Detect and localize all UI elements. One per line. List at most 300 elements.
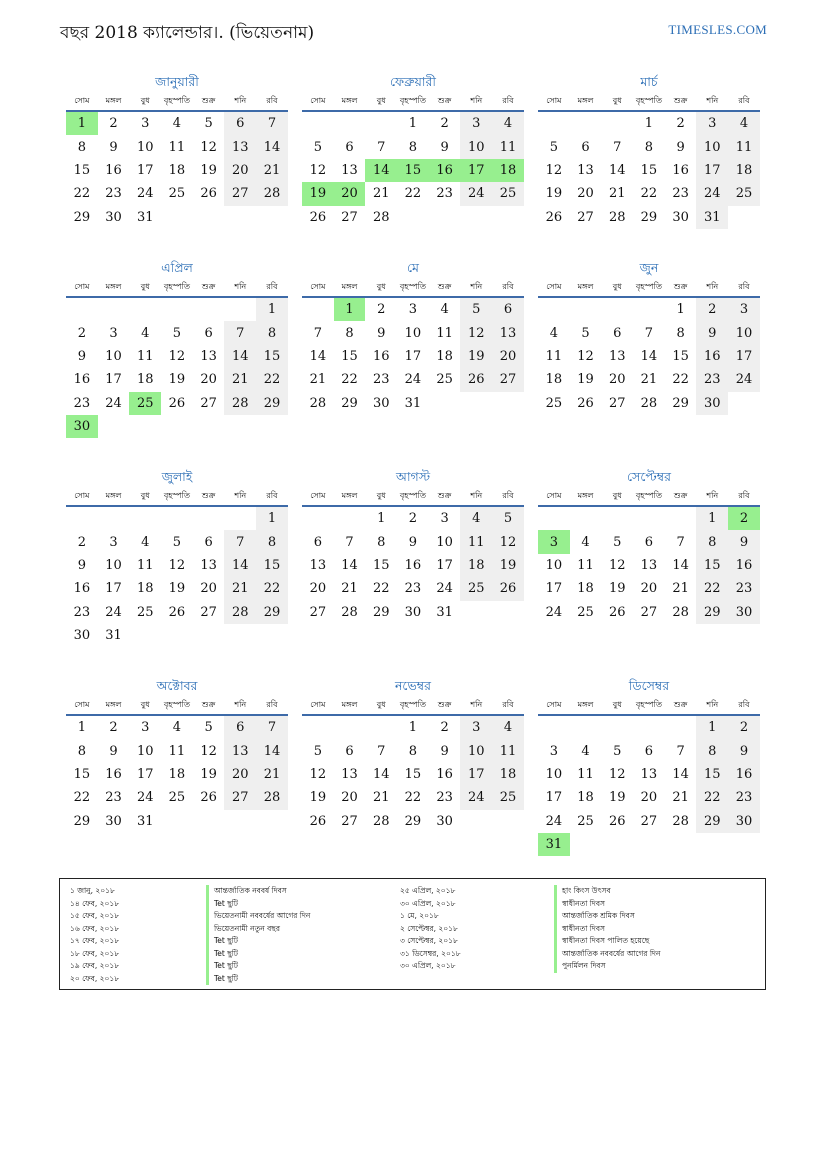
day-cell[interactable]: 30 (728, 810, 760, 833)
day-cell[interactable]: 11 (492, 739, 524, 762)
day-cell[interactable]: 19 (577, 372, 594, 388)
day-cell[interactable]: 21 (341, 581, 358, 597)
day-cell[interactable]: 10 (460, 739, 492, 762)
day-cell[interactable]: 11 (168, 139, 186, 155)
day-cell[interactable]: 22 (640, 186, 658, 202)
day-cell[interactable]: 8 (77, 139, 86, 155)
day-cell[interactable]: 30 (728, 601, 760, 624)
day-cell[interactable]: 28 (372, 209, 390, 225)
day-cell[interactable]: 26 (200, 790, 217, 806)
day-cell[interactable]: 18 (136, 581, 154, 597)
day-cell[interactable]: 13 (492, 321, 524, 344)
day-cell[interactable]: 31 (105, 628, 122, 644)
day-cell[interactable]: 14 (224, 554, 256, 577)
day-cell[interactable]: 5 (613, 534, 622, 550)
day-cell[interactable]: 5 (204, 116, 213, 132)
brand-link[interactable]: TIMESLES.COM (668, 22, 767, 37)
day-cell[interactable]: 19 (309, 790, 327, 806)
day-cell[interactable]: 30 (404, 604, 422, 620)
day-cell[interactable]: 25 (460, 577, 492, 600)
day-cell[interactable]: 9 (728, 739, 760, 762)
day-cell[interactable]: 6 (204, 325, 213, 341)
day-cell[interactable]: 12 (168, 557, 186, 573)
day-cell[interactable]: 22 (73, 790, 91, 806)
day-cell[interactable]: 24 (436, 581, 453, 597)
day-cell[interactable]: 19 (608, 790, 626, 806)
day-cell[interactable]: 1 (644, 116, 654, 132)
day-cell[interactable]: 24 (460, 786, 492, 809)
day-cell[interactable]: 25 (136, 604, 154, 620)
day-cell[interactable]: 17 (545, 790, 563, 806)
holiday-cell[interactable]: 20 (334, 182, 366, 205)
day-cell[interactable]: 12 (309, 766, 327, 782)
day-cell[interactable]: 14 (341, 557, 358, 573)
day-cell[interactable]: 30 (73, 628, 91, 644)
day-cell[interactable]: 19 (200, 766, 217, 782)
holiday-cell[interactable]: 14 (365, 159, 397, 182)
day-cell[interactable]: 2 (77, 325, 86, 341)
day-cell[interactable]: 21 (372, 790, 390, 806)
day-cell[interactable]: 14 (256, 739, 288, 762)
day-cell[interactable]: 24 (545, 813, 563, 829)
day-cell[interactable]: 13 (224, 739, 256, 762)
day-cell[interactable]: 16 (672, 162, 689, 178)
day-cell[interactable]: 20 (492, 345, 524, 368)
day-cell[interactable]: 13 (640, 766, 658, 782)
day-cell[interactable]: 4 (460, 507, 492, 530)
day-cell[interactable]: 29 (341, 395, 358, 411)
day-cell[interactable]: 18 (168, 162, 186, 178)
day-cell[interactable]: 11 (168, 743, 186, 759)
day-cell[interactable]: 23 (728, 786, 760, 809)
day-cell[interactable]: 17 (136, 162, 154, 178)
day-cell[interactable]: 4 (492, 112, 524, 135)
day-cell[interactable]: 28 (256, 786, 288, 809)
day-cell[interactable]: 23 (105, 790, 122, 806)
day-cell[interactable]: 29 (372, 604, 390, 620)
day-cell[interactable]: 3 (141, 720, 150, 736)
day-cell[interactable]: 8 (696, 739, 728, 762)
day-cell[interactable]: 8 (644, 139, 654, 155)
day-cell[interactable]: 3 (460, 112, 492, 135)
day-cell[interactable]: 22 (672, 372, 689, 388)
day-cell[interactable]: 24 (404, 372, 422, 388)
day-cell[interactable]: 3 (141, 116, 150, 132)
day-cell[interactable]: 20 (577, 186, 594, 202)
day-cell[interactable]: 21 (256, 159, 288, 182)
day-cell[interactable]: 23 (73, 604, 91, 620)
day-cell[interactable]: 20 (224, 763, 256, 786)
day-cell[interactable]: 9 (676, 139, 685, 155)
day-cell[interactable]: 29 (640, 209, 658, 225)
day-cell[interactable]: 16 (728, 763, 760, 786)
day-cell[interactable]: 16 (728, 554, 760, 577)
day-cell[interactable]: 10 (404, 325, 422, 341)
day-cell[interactable]: 21 (256, 763, 288, 786)
day-cell[interactable]: 11 (728, 135, 760, 158)
day-cell[interactable]: 28 (256, 182, 288, 205)
day-cell[interactable]: 29 (256, 392, 288, 415)
day-cell[interactable]: 23 (436, 790, 453, 806)
day-cell[interactable]: 19 (608, 581, 626, 597)
holiday-cell[interactable]: 25 (129, 392, 161, 415)
day-cell[interactable]: 2 (728, 716, 760, 739)
day-cell[interactable]: 21 (672, 581, 689, 597)
day-cell[interactable]: 17 (105, 581, 122, 597)
day-cell[interactable]: 15 (341, 348, 358, 364)
day-cell[interactable]: 3 (728, 298, 760, 321)
day-cell[interactable]: 11 (492, 135, 524, 158)
day-cell[interactable]: 9 (77, 557, 86, 573)
day-cell[interactable]: 12 (200, 743, 217, 759)
day-cell[interactable]: 28 (640, 395, 658, 411)
day-cell[interactable]: 10 (105, 348, 122, 364)
day-cell[interactable]: 10 (460, 135, 492, 158)
day-cell[interactable]: 1 (77, 720, 86, 736)
day-cell[interactable]: 5 (204, 720, 213, 736)
day-cell[interactable]: 7 (377, 743, 386, 759)
day-cell[interactable]: 31 (136, 813, 154, 829)
day-cell[interactable]: 24 (728, 368, 760, 391)
day-cell[interactable]: 5 (460, 298, 492, 321)
day-cell[interactable]: 18 (460, 554, 492, 577)
day-cell[interactable]: 27 (341, 813, 358, 829)
day-cell[interactable]: 1 (256, 507, 288, 530)
day-cell[interactable]: 7 (313, 325, 322, 341)
day-cell[interactable]: 4 (581, 743, 590, 759)
day-cell[interactable]: 6 (204, 534, 213, 550)
day-cell[interactable]: 30 (696, 392, 728, 415)
day-cell[interactable]: 4 (172, 720, 182, 736)
day-cell[interactable]: 6 (313, 534, 322, 550)
day-cell[interactable]: 2 (109, 116, 118, 132)
day-cell[interactable]: 14 (372, 766, 390, 782)
day-cell[interactable]: 8 (77, 743, 86, 759)
day-cell[interactable]: 2 (696, 298, 728, 321)
day-cell[interactable]: 13 (577, 162, 594, 178)
day-cell[interactable]: 27 (640, 813, 658, 829)
day-cell[interactable]: 27 (224, 786, 256, 809)
day-cell[interactable]: 10 (105, 557, 122, 573)
day-cell[interactable]: 18 (577, 581, 594, 597)
day-cell[interactable]: 27 (309, 604, 327, 620)
day-cell[interactable]: 8 (377, 534, 386, 550)
day-cell[interactable]: 7 (377, 139, 386, 155)
day-cell[interactable]: 28 (372, 813, 390, 829)
day-cell[interactable]: 22 (73, 186, 91, 202)
day-cell[interactable]: 30 (436, 813, 453, 829)
day-cell[interactable]: 27 (224, 182, 256, 205)
day-cell[interactable]: 19 (168, 372, 186, 388)
holiday-cell[interactable]: 3 (538, 530, 570, 553)
day-cell[interactable]: 18 (577, 790, 594, 806)
day-cell[interactable]: 24 (136, 186, 154, 202)
day-cell[interactable]: 28 (224, 601, 256, 624)
day-cell[interactable]: 27 (577, 209, 594, 225)
day-cell[interactable]: 9 (77, 348, 86, 364)
day-cell[interactable]: 26 (168, 395, 186, 411)
day-cell[interactable]: 7 (224, 321, 256, 344)
day-cell[interactable]: 12 (200, 139, 217, 155)
day-cell[interactable]: 10 (545, 766, 563, 782)
day-cell[interactable]: 26 (492, 577, 524, 600)
day-cell[interactable]: 7 (224, 530, 256, 553)
day-cell[interactable]: 5 (492, 507, 524, 530)
day-cell[interactable]: 12 (608, 557, 626, 573)
day-cell[interactable]: 31 (404, 395, 422, 411)
day-cell[interactable]: 18 (545, 372, 563, 388)
day-cell[interactable]: 27 (341, 209, 358, 225)
day-cell[interactable]: 9 (377, 325, 386, 341)
day-cell[interactable]: 8 (256, 530, 288, 553)
day-cell[interactable]: 26 (168, 604, 186, 620)
day-cell[interactable]: 26 (545, 209, 563, 225)
day-cell[interactable]: 10 (545, 557, 563, 573)
day-cell[interactable]: 23 (672, 186, 689, 202)
day-cell[interactable]: 28 (309, 395, 327, 411)
day-cell[interactable]: 14 (608, 162, 626, 178)
day-cell[interactable]: 28 (341, 604, 358, 620)
day-cell[interactable]: 3 (440, 511, 449, 527)
day-cell[interactable]: 17 (436, 557, 453, 573)
day-cell[interactable]: 20 (200, 372, 217, 388)
day-cell[interactable]: 22 (404, 186, 422, 202)
day-cell[interactable]: 13 (224, 135, 256, 158)
holiday-cell[interactable]: 1 (334, 298, 366, 321)
day-cell[interactable]: 29 (73, 813, 91, 829)
day-cell[interactable]: 26 (309, 813, 327, 829)
day-cell[interactable]: 24 (460, 182, 492, 205)
day-cell[interactable]: 1 (696, 716, 728, 739)
day-cell[interactable]: 14 (672, 766, 689, 782)
day-cell[interactable]: 9 (728, 530, 760, 553)
day-cell[interactable]: 20 (309, 581, 327, 597)
day-cell[interactable]: 20 (640, 581, 658, 597)
day-cell[interactable]: 25 (168, 186, 186, 202)
day-cell[interactable]: 3 (549, 743, 558, 759)
day-cell[interactable]: 3 (460, 716, 492, 739)
day-cell[interactable]: 8 (676, 325, 685, 341)
day-cell[interactable]: 26 (309, 209, 327, 225)
day-cell[interactable]: 6 (644, 534, 654, 550)
day-cell[interactable]: 19 (545, 186, 563, 202)
day-cell[interactable]: 9 (109, 743, 118, 759)
day-cell[interactable]: 6 (224, 112, 256, 135)
day-cell[interactable]: 8 (345, 325, 354, 341)
day-cell[interactable]: 30 (672, 209, 689, 225)
day-cell[interactable]: 19 (460, 345, 492, 368)
day-cell[interactable]: 14 (309, 348, 327, 364)
day-cell[interactable]: 2 (408, 511, 418, 527)
day-cell[interactable]: 20 (200, 581, 217, 597)
day-cell[interactable]: 2 (440, 116, 449, 132)
day-cell[interactable]: 13 (309, 557, 327, 573)
day-cell[interactable]: 9 (408, 534, 418, 550)
day-cell[interactable]: 22 (341, 372, 358, 388)
day-cell[interactable]: 25 (436, 372, 453, 388)
day-cell[interactable]: 7 (256, 716, 288, 739)
day-cell[interactable]: 1 (377, 511, 386, 527)
day-cell[interactable]: 1 (256, 298, 288, 321)
day-cell[interactable]: 29 (672, 395, 689, 411)
day-cell[interactable]: 24 (545, 604, 563, 620)
day-cell[interactable]: 5 (613, 743, 622, 759)
day-cell[interactable]: 11 (577, 766, 594, 782)
day-cell[interactable]: 20 (608, 372, 626, 388)
day-cell[interactable]: 25 (492, 786, 524, 809)
day-cell[interactable]: 4 (141, 325, 150, 341)
day-cell[interactable]: 29 (404, 813, 422, 829)
day-cell[interactable]: 15 (672, 348, 689, 364)
day-cell[interactable]: 5 (313, 743, 322, 759)
day-cell[interactable]: 13 (341, 162, 358, 178)
day-cell[interactable]: 10 (728, 321, 760, 344)
day-cell[interactable]: 16 (105, 766, 122, 782)
day-cell[interactable]: 4 (440, 302, 449, 318)
day-cell[interactable]: 11 (436, 325, 453, 341)
day-cell[interactable]: 5 (172, 325, 182, 341)
day-cell[interactable]: 10 (436, 534, 453, 550)
day-cell[interactable]: 13 (200, 557, 217, 573)
day-cell[interactable]: 10 (696, 135, 728, 158)
day-cell[interactable]: 16 (372, 348, 390, 364)
day-cell[interactable]: 15 (256, 554, 288, 577)
day-cell[interactable]: 9 (440, 743, 449, 759)
day-cell[interactable]: 17 (105, 372, 122, 388)
day-cell[interactable]: 6 (644, 743, 654, 759)
day-cell[interactable]: 5 (549, 139, 558, 155)
holiday-cell[interactable]: 17 (460, 159, 492, 182)
day-cell[interactable]: 28 (608, 209, 626, 225)
day-cell[interactable]: 31 (436, 604, 453, 620)
day-cell[interactable]: 28 (224, 392, 256, 415)
day-cell[interactable]: 8 (408, 139, 418, 155)
day-cell[interactable]: 6 (345, 139, 354, 155)
day-cell[interactable]: 6 (581, 139, 590, 155)
day-cell[interactable]: 12 (577, 348, 594, 364)
holiday-cell[interactable]: 15 (397, 159, 429, 182)
day-cell[interactable]: 17 (136, 766, 154, 782)
day-cell[interactable]: 18 (492, 763, 524, 786)
day-cell[interactable]: 9 (696, 321, 728, 344)
day-cell[interactable]: 13 (200, 348, 217, 364)
holiday-cell[interactable]: 31 (538, 833, 570, 856)
day-cell[interactable]: 15 (696, 554, 728, 577)
day-cell[interactable]: 11 (460, 530, 492, 553)
day-cell[interactable]: 15 (73, 766, 91, 782)
day-cell[interactable]: 12 (492, 530, 524, 553)
day-cell[interactable]: 3 (109, 325, 118, 341)
day-cell[interactable]: 25 (728, 182, 760, 205)
day-cell[interactable]: 29 (73, 209, 91, 225)
day-cell[interactable]: 25 (577, 604, 594, 620)
day-cell[interactable]: 24 (105, 395, 122, 411)
day-cell[interactable]: 14 (256, 135, 288, 158)
day-cell[interactable]: 8 (408, 743, 418, 759)
day-cell[interactable]: 16 (73, 581, 91, 597)
day-cell[interactable]: 21 (640, 372, 658, 388)
day-cell[interactable]: 20 (640, 790, 658, 806)
day-cell[interactable]: 1 (408, 116, 418, 132)
day-cell[interactable]: 11 (577, 557, 594, 573)
day-cell[interactable]: 23 (436, 186, 453, 202)
day-cell[interactable]: 5 (581, 325, 590, 341)
day-cell[interactable]: 26 (608, 604, 626, 620)
day-cell[interactable]: 17 (460, 763, 492, 786)
holiday-cell[interactable]: 2 (728, 507, 760, 530)
day-cell[interactable]: 16 (436, 766, 453, 782)
day-cell[interactable]: 4 (581, 534, 590, 550)
day-cell[interactable]: 3 (408, 302, 418, 318)
day-cell[interactable]: 5 (313, 139, 322, 155)
day-cell[interactable]: 15 (256, 345, 288, 368)
day-cell[interactable]: 6 (224, 716, 256, 739)
day-cell[interactable]: 11 (545, 348, 563, 364)
day-cell[interactable]: 30 (372, 395, 390, 411)
day-cell[interactable]: 31 (136, 209, 154, 225)
day-cell[interactable]: 21 (224, 368, 256, 391)
day-cell[interactable]: 27 (492, 368, 524, 391)
day-cell[interactable]: 21 (372, 186, 390, 202)
day-cell[interactable]: 10 (136, 743, 154, 759)
day-cell[interactable]: 27 (200, 604, 217, 620)
day-cell[interactable]: 1 (696, 507, 728, 530)
holiday-cell[interactable]: 18 (492, 159, 524, 182)
day-cell[interactable]: 3 (109, 534, 118, 550)
day-cell[interactable]: 14 (640, 348, 658, 364)
day-cell[interactable]: 16 (696, 345, 728, 368)
day-cell[interactable]: 12 (608, 766, 626, 782)
day-cell[interactable]: 28 (672, 604, 689, 620)
day-cell[interactable]: 6 (345, 743, 354, 759)
day-cell[interactable]: 1 (408, 720, 418, 736)
day-cell[interactable]: 21 (224, 577, 256, 600)
day-cell[interactable]: 2 (109, 720, 118, 736)
day-cell[interactable]: 22 (372, 581, 390, 597)
day-cell[interactable]: 17 (696, 159, 728, 182)
day-cell[interactable]: 26 (608, 813, 626, 829)
day-cell[interactable]: 22 (696, 577, 728, 600)
day-cell[interactable]: 1 (676, 302, 685, 318)
day-cell[interactable]: 26 (577, 395, 594, 411)
day-cell[interactable]: 12 (168, 348, 186, 364)
day-cell[interactable]: 16 (105, 162, 122, 178)
day-cell[interactable]: 3 (696, 112, 728, 135)
day-cell[interactable]: 15 (73, 162, 91, 178)
day-cell[interactable]: 8 (256, 321, 288, 344)
day-cell[interactable]: 29 (696, 810, 728, 833)
day-cell[interactable]: 7 (676, 743, 685, 759)
day-cell[interactable]: 4 (141, 534, 150, 550)
day-cell[interactable]: 23 (105, 186, 122, 202)
day-cell[interactable]: 23 (728, 577, 760, 600)
day-cell[interactable]: 23 (696, 368, 728, 391)
day-cell[interactable]: 26 (460, 368, 492, 391)
day-cell[interactable]: 2 (377, 302, 386, 318)
day-cell[interactable]: 23 (372, 372, 390, 388)
day-cell[interactable]: 16 (404, 557, 422, 573)
day-cell[interactable]: 21 (672, 790, 689, 806)
day-cell[interactable]: 4 (172, 116, 182, 132)
day-cell[interactable]: 12 (460, 321, 492, 344)
holiday-cell[interactable]: 1 (66, 112, 98, 135)
day-cell[interactable]: 2 (440, 720, 449, 736)
day-cell[interactable]: 21 (608, 186, 626, 202)
day-cell[interactable]: 22 (256, 368, 288, 391)
day-cell[interactable]: 20 (341, 790, 358, 806)
day-cell[interactable]: 27 (608, 395, 626, 411)
day-cell[interactable]: 28 (672, 813, 689, 829)
